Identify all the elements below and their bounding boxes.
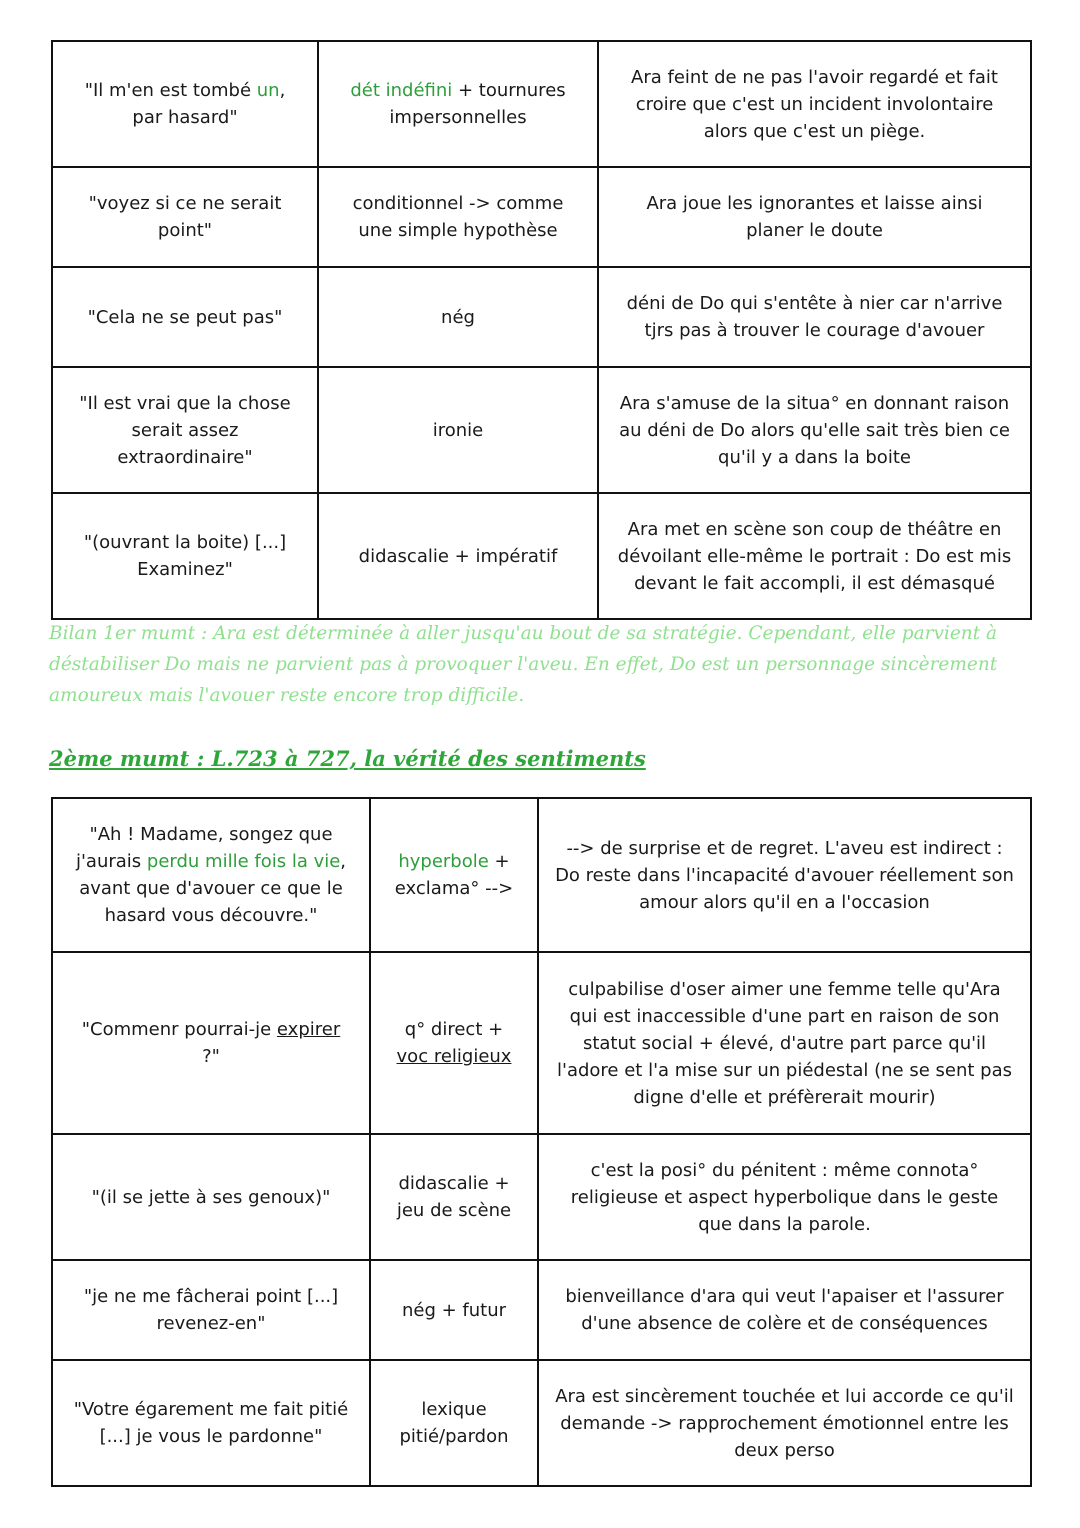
- interpretation-cell: culpabilise d'oser aimer une femme telle qu'Ara qui est inaccessible d'une part en raison de son statut social + élevé, d'autre part parce qu'il l'adore et l'a mise sur un piédestal (ne se sent pas digne d'elle et préfèrerait mourir): [538, 952, 1031, 1134]
- interpretation-cell: Ara joue les ignorantes et laisse ainsi planer le doute: [598, 167, 1031, 267]
- quote-cell: "Il est vrai que la chose serait assez extraordinaire": [52, 367, 318, 493]
- interpretation-cell: bienveillance d'ara qui veut l'apaiser et l'assurer d'une absence de colère et de conséquences: [538, 1260, 1031, 1360]
- quote-cell: "Commenr pourrai-je expirer ?": [52, 952, 370, 1134]
- procede-cell: ironie: [318, 367, 598, 493]
- procede-cell: q° direct + voc religieux: [370, 952, 538, 1134]
- bilan-paragraph: Bilan 1er mumt : Ara est déterminée à aller jusqu'au bout de sa stratégie. Cependant, elle parvient à déstabiliser Do mais ne parvient pas à provoquer l'aveu. En effet, Do est un personnage sincèrement amoureux mais l'avouer reste encore trop difficile.: [49, 623, 998, 706]
- table-row: [52, 267, 1031, 367]
- interpretation-cell: c'est la posi° du pénitent : même connota° religieuse et aspect hyperbolique dans le geste que dans la parole.: [538, 1134, 1031, 1260]
- analysis-table-part2: [51, 797, 1032, 1487]
- quote-cell: "Votre égarement me fait pitié [...] je vous le pardonne": [52, 1360, 370, 1486]
- procede-cell: nég + futur: [370, 1260, 538, 1360]
- quote-cell: "Ah ! Madame, songez que j'aurais perdu mille fois la vie, avant que d'avouer ce que le hasard vous découvre.": [52, 798, 370, 952]
- quote-cell: "Il m'en est tombé un, par hasard": [52, 41, 318, 167]
- table-row: [52, 798, 1031, 952]
- interpretation-cell: Ara s'amuse de la situa° en donnant raison au déni de Do alors qu'elle sait très bien ce qu'il y a dans la boite: [598, 367, 1031, 493]
- table-row: [52, 1134, 1031, 1260]
- procede-cell: lexique pitié/pardon: [370, 1360, 538, 1486]
- procede-cell: didascalie + impératif: [318, 493, 598, 619]
- analysis-table-part1: [51, 40, 1032, 620]
- table-row: [52, 41, 1031, 167]
- quote-cell: "je ne me fâcherai point [...] revenez-en": [52, 1260, 370, 1360]
- procede-cell: nég: [318, 267, 598, 367]
- table-row: [52, 952, 1031, 1134]
- procede-cell: hyperbole + exclama° -->: [370, 798, 538, 952]
- interpretation-cell: --> de surprise et de regret. L'aveu est indirect : Do reste dans l'incapacité d'avouer réellement son amour alors qu'il en a l'occasion: [538, 798, 1031, 952]
- interpretation-cell: Ara met en scène son coup de théâtre en dévoilant elle-même le portrait : Do est mis devant le fait accompli, il est démasqué: [598, 493, 1031, 619]
- procede-cell: conditionnel -> comme une simple hypothèse: [318, 167, 598, 267]
- section-heading: 2ème mumt : L.723 à 727, la vérité des sentiments: [49, 746, 646, 771]
- interpretation-cell: déni de Do qui s'entête à nier car n'arrive tjrs pas à trouver le courage d'avouer: [598, 267, 1031, 367]
- quote-cell: "voyez si ce ne serait point": [52, 167, 318, 267]
- table-row: [52, 1260, 1031, 1360]
- table-row: [52, 167, 1031, 267]
- procede-cell: didascalie + jeu de scène: [370, 1134, 538, 1260]
- table-row: [52, 1360, 1031, 1486]
- interpretation-cell: Ara est sincèrement touchée et lui accorde ce qu'il demande -> rapprochement émotionnel entre les deux perso: [538, 1360, 1031, 1486]
- interpretation-cell: Ara feint de ne pas l'avoir regardé et fait croire que c'est un incident involontaire alors que c'est un piège.: [598, 41, 1031, 167]
- quote-cell: "(ouvrant la boite) [...] Examinez": [52, 493, 318, 619]
- table-row: [52, 493, 1031, 619]
- procede-cell: dét indéfini + tournures impersonnelles: [318, 41, 598, 167]
- quote-cell: "(il se jette à ses genoux)": [52, 1134, 370, 1260]
- table-row: [52, 367, 1031, 493]
- quote-cell: "Cela ne se peut pas": [52, 267, 318, 367]
